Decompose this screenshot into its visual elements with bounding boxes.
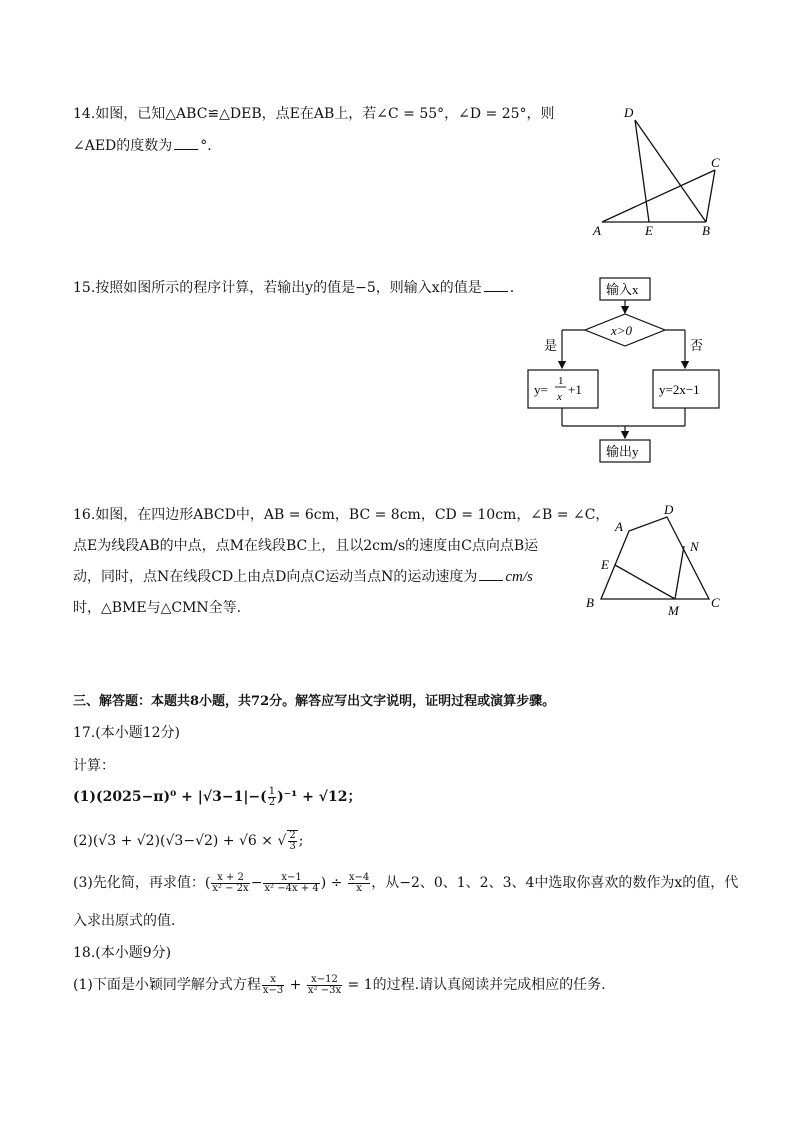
label-C: C [711,595,720,610]
q16-quadrilateral-figure [580,498,730,623]
label-D: D [664,502,674,517]
q17-p2c: ; [298,833,304,849]
left-formula-den: x [557,391,562,403]
output-label: 输出y [606,444,639,459]
q18-p1a: (1)下面是小颖同学解分式方程 [73,977,261,993]
q17-part3-cont: 入求出原式的值. [73,913,176,929]
q17-p3b: ) ÷ [320,875,347,891]
q17-p1d-num: 1 [268,785,276,797]
q14-degree: °. [200,138,212,154]
q17-p3minus: − [250,875,263,891]
q17-part3 [73,872,738,894]
left-formula-a: y= [534,382,548,397]
left-formula-num: 1 [558,375,564,387]
label-B: B [702,223,710,238]
q16-line2: 点E为线段AB的中点，点M在线段BC上，且以2cm/s的速度由C点向点B运 [73,538,539,554]
q18-f1-num: x [262,975,284,986]
label-M: M [668,603,679,618]
q14-line1: 14.如图，已知△ABC≌△DEB，点E在AB上，若∠C = 55°，∠D = 25°，则 [73,106,555,122]
q17-p1g: ； [347,789,362,805]
q16-line3-text: 动，同时，点N在线段CD上由点D向点C运动当点N的运动速度为 [73,569,478,585]
answer-blank [174,137,198,150]
q18-plus: + [285,977,306,993]
q17-p3f3-num: x−4 [348,871,370,883]
q17-p1f: √12 [318,789,348,805]
condition-label: x>0 [611,323,633,338]
q17-p2a: (2)(√3 + √2)(√3−√2) + √6 × [73,833,278,849]
q17-p3a: (3)先化简，再求值：( [73,875,211,891]
q17-p3f2-num: x−1 [263,873,319,884]
q17-p3f3-den: x [356,882,362,894]
q17-part2: (2)(√3 + √2)(√3−√2) + √6 × √ $\frac{2}{3}$ ; [73,830,304,852]
q17-p1a: (1)(2025−π)⁰ + | [73,789,203,805]
q17-p1b: √3 [202,789,222,805]
label-N: N [690,539,699,554]
q16-line4: 时，△BME与△CMN全等. [73,600,242,616]
q17-heading: 17.(本小题12分) [73,725,181,741]
q17-calc-label: 计算： [73,758,115,774]
q16-line1: 16.如图，在四边形ABCD中，AB = 6cm，BC = 8cm，CD = 10cm，∠B = ∠C， [73,507,610,523]
section-heading: 三、解答题：本题共8小题，共72分。解答应写出文字说明，证明过程或演算步骤。 [73,694,556,709]
q15-text [73,277,514,297]
q17-p1c: −1|−( [221,789,267,805]
label-E: E [601,557,609,572]
q18-f2-den: x² −3x [307,984,342,996]
q15-text-a: 15.按照如图所示的程序计算，若输出y的值是−5，则输入x的值是 [73,280,482,296]
label-B: B [586,595,594,610]
yes-label: 是 [544,338,558,353]
q17-p2b-den: 3 [289,841,296,852]
q17-p1e: )⁻¹ + [277,789,319,805]
q17-p3c: ，从−2、0、1、2、3、4中选取你喜欢的数作为x的值，代 [371,875,739,891]
q18-p1b: = 1的过程.请认真阅读并完成相应的任务. [343,977,606,993]
right-formula: y=2x−1 [659,382,700,397]
answer-blank [479,568,503,581]
label-E: E [645,223,653,238]
q16-line3 [73,566,533,586]
q17-p3f2-den: x² −4x + 4 [264,882,319,894]
label-D: D [624,105,634,120]
q17-p1d-den: 2 [268,796,276,808]
q18-f1-den: x−3 [262,984,284,996]
answer-blank [484,279,508,292]
q18-part1 [73,974,606,996]
label-C: C [711,155,720,170]
q15-flowchart [520,270,735,470]
label-A: A [593,223,601,238]
q18-heading: 18.(本小题9分) [73,945,172,961]
q16-unit: cm/s [505,569,533,585]
no-label: 否 [690,338,704,353]
q17-p3f1-den: x² − 2x [212,882,249,894]
q17-p3f1-num: x + 2 [211,873,249,884]
q14-line2 [73,135,212,155]
q14-line2-text: ∠AED的度数为 [73,138,173,154]
q18-f2-num: x−12 [307,975,342,986]
q14-triangle-figure [590,100,730,240]
q17-p2b-num: 2 [289,830,296,841]
q17-part1 [73,786,361,808]
q15-text-b: . [509,280,515,296]
input-label: 输入x [606,282,639,297]
left-formula-b: +1 [568,382,582,397]
label-A: A [615,519,623,534]
